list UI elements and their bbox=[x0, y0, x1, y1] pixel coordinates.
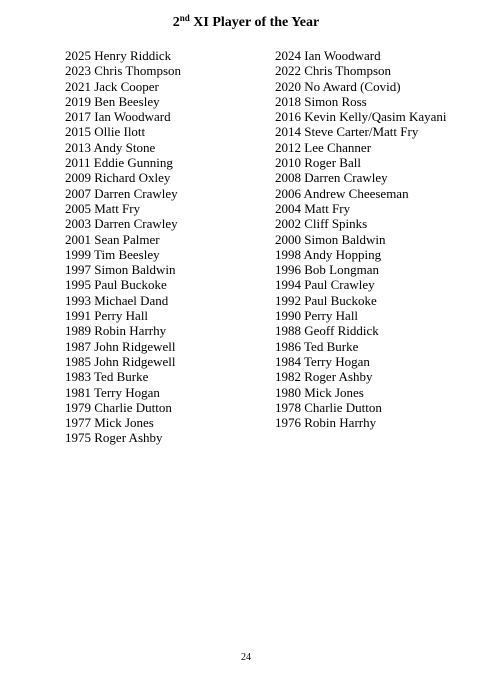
list-item: 1978 Charlie Dutton bbox=[275, 399, 382, 415]
list-item: 2000 Simon Baldwin bbox=[275, 231, 386, 247]
list-item: 2014 Steve Carter/Matt Fry bbox=[275, 124, 419, 140]
list-item: 2023 Chris Thompson bbox=[65, 63, 182, 79]
list-item: 2024 Ian Woodward bbox=[275, 48, 381, 63]
list-item: 2004 Matt Fry bbox=[275, 200, 351, 216]
list-item: 1999 Tim Beesley bbox=[65, 246, 160, 262]
list-item: 2001 Sean Palmer bbox=[65, 231, 160, 247]
list-item: 1993 Michael Dand bbox=[65, 292, 169, 308]
list-item: 2015 Ollie Ilott bbox=[65, 124, 146, 140]
page-number: 24 bbox=[241, 652, 251, 663]
list-item: 1995 Paul Buckoke bbox=[65, 277, 167, 293]
list-item: 1983 Ted Burke bbox=[65, 369, 149, 385]
right-column-list bbox=[275, 48, 447, 430]
list-item: 1986 Ted Burke bbox=[275, 338, 359, 354]
list-item: 1982 Roger Ashby bbox=[275, 369, 373, 385]
list-item: 2021 Jack Cooper bbox=[65, 78, 159, 94]
list-item: 1992 Paul Buckoke bbox=[275, 292, 377, 308]
list-item: 2002 Cliff Spinks bbox=[275, 216, 368, 232]
list-item: 1977 Mick Jones bbox=[65, 415, 154, 431]
title-rest: XI Player of the Year bbox=[189, 15, 320, 30]
list-item: 1987 John Ridgewell bbox=[65, 338, 176, 354]
list-item: 1996 Bob Longman bbox=[275, 262, 379, 278]
list-item: 1984 Terry Hogan bbox=[275, 353, 370, 369]
list-item: 2018 Simon Ross bbox=[275, 93, 367, 109]
list-item: 1980 Mick Jones bbox=[275, 384, 364, 400]
list-item: 2025 Henry Riddick bbox=[65, 48, 172, 63]
title-prefix: 2 bbox=[172, 15, 180, 30]
list-item: 2008 Darren Crawley bbox=[275, 170, 388, 186]
list-item: 2019 Ben Beesley bbox=[65, 93, 160, 109]
list-item: 2017 Ian Woodward bbox=[65, 109, 171, 125]
list-item: 1975 Roger Ashby bbox=[65, 430, 163, 446]
list-item: 2005 Matt Fry bbox=[65, 200, 141, 216]
list-item: 1997 Simon Baldwin bbox=[65, 262, 176, 278]
list-item: 2003 Darren Crawley bbox=[65, 216, 178, 232]
list-item: 1985 John Ridgewell bbox=[65, 353, 176, 369]
left-column-list bbox=[65, 48, 181, 446]
list-item: 2011 Eddie Gunning bbox=[65, 155, 173, 171]
list-item: 2010 Roger Ball bbox=[275, 155, 361, 171]
list-item: 1998 Andy Hopping bbox=[275, 246, 382, 262]
list-item: 2022 Chris Thompson bbox=[275, 63, 392, 79]
list-item: 2016 Kevin Kelly/Qasim Kayani bbox=[275, 109, 447, 125]
list-item: 2007 Darren Crawley bbox=[65, 185, 178, 201]
list-item: 1990 Perry Hall bbox=[275, 308, 359, 324]
list-item: 2020 No Award (Covid) bbox=[275, 78, 401, 94]
page-title bbox=[0, 14, 492, 32]
list-item: 2009 Richard Oxley bbox=[65, 170, 171, 186]
list-item: 1989 Robin Harrhy bbox=[65, 323, 167, 339]
list-item: 2013 Andy Stone bbox=[65, 139, 156, 155]
list-item: 1991 Perry Hall bbox=[65, 308, 149, 324]
list-item: 1976 Robin Harrhy bbox=[275, 415, 377, 431]
list-item: 1994 Paul Crawley bbox=[275, 277, 375, 293]
list-item: 2012 Lee Channer bbox=[275, 139, 372, 155]
list-item: 2006 Andrew Cheeseman bbox=[275, 185, 409, 201]
list-item: 1981 Terry Hogan bbox=[65, 384, 160, 400]
title-superscript: nd bbox=[179, 13, 190, 23]
list-item: 1988 Geoff Riddick bbox=[275, 323, 379, 339]
list-item: 1979 Charlie Dutton bbox=[65, 399, 172, 415]
